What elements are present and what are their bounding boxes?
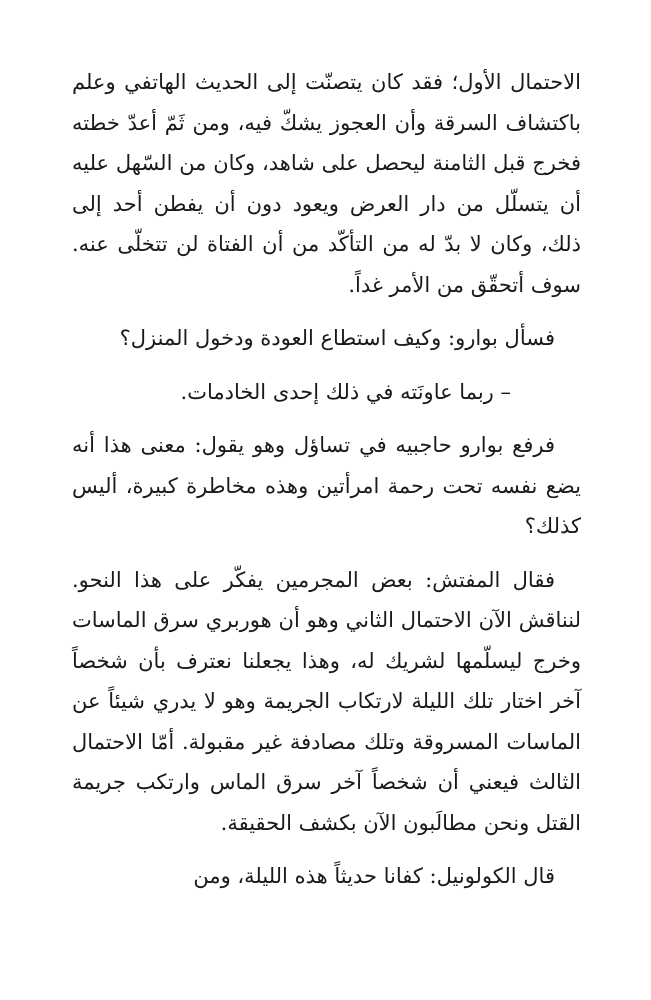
paragraph-continued: الاحتمال الأول؛ فقد كان يتصنّت إلى الحديث الهاتفي وعلم باكتشاف السرقة وأن العجوز يشكّ فيه، ومن ثَمّ أعدّ خطته فخرج قبل الثامنة ليحصل على شاهد، وكان من السّهل عليه أن يتسلّل من دار العرض ويعود دون أن يفطن أحد إلى ذلك، وكان لا بدّ له من التأكّد من أن الفتاة لن تتخلّى عنه. سوف أتحقّق من الأمر غداً.: [72, 70, 581, 297]
paragraph-inspector: فقال المفتش: بعض المجرمين يفكّر على هذا النحو. لنناقش الآن الاحتمال الثاني وهو أن هوربري سرق الماسات وخرج ليسلّمها لشريك له، وهذا يجعلنا نعترف بأن شخصاً آخر اختار تلك الليلة لارتكاب الجريمة وهو لا يدري شيئاً عن الماسات المسروقة وتلك مصادفة غير مقبولة. أمّا الاحتمال الثالث فيعني أن شخصاً آخر سرق الماس وارتكب جريمة القتل ونحن مطالَبون الآن بكشف الحقيقة.: [72, 567, 582, 835]
paragraph-dialogue-reply: – ربما عاونَته في ذلك إحدى الخادمات.: [180, 379, 511, 404]
paragraph-poirot-eyebrows: فرفع بوارو حاجبيه في تساؤل وهو يقول: معنى هذا أنه يضع نفسه تحت رحمة امرأتين وهذه مخاطرة كبيرة، أليس كذلك؟: [72, 433, 581, 538]
paragraph-poirot-question: فسأل بوارو: وكيف استطاع العودة ودخول المنزل؟: [119, 326, 555, 350]
paragraph-colonel: قال الكولونيل: كفانا حديثاً هذه الليلة، ومن: [193, 864, 555, 888]
